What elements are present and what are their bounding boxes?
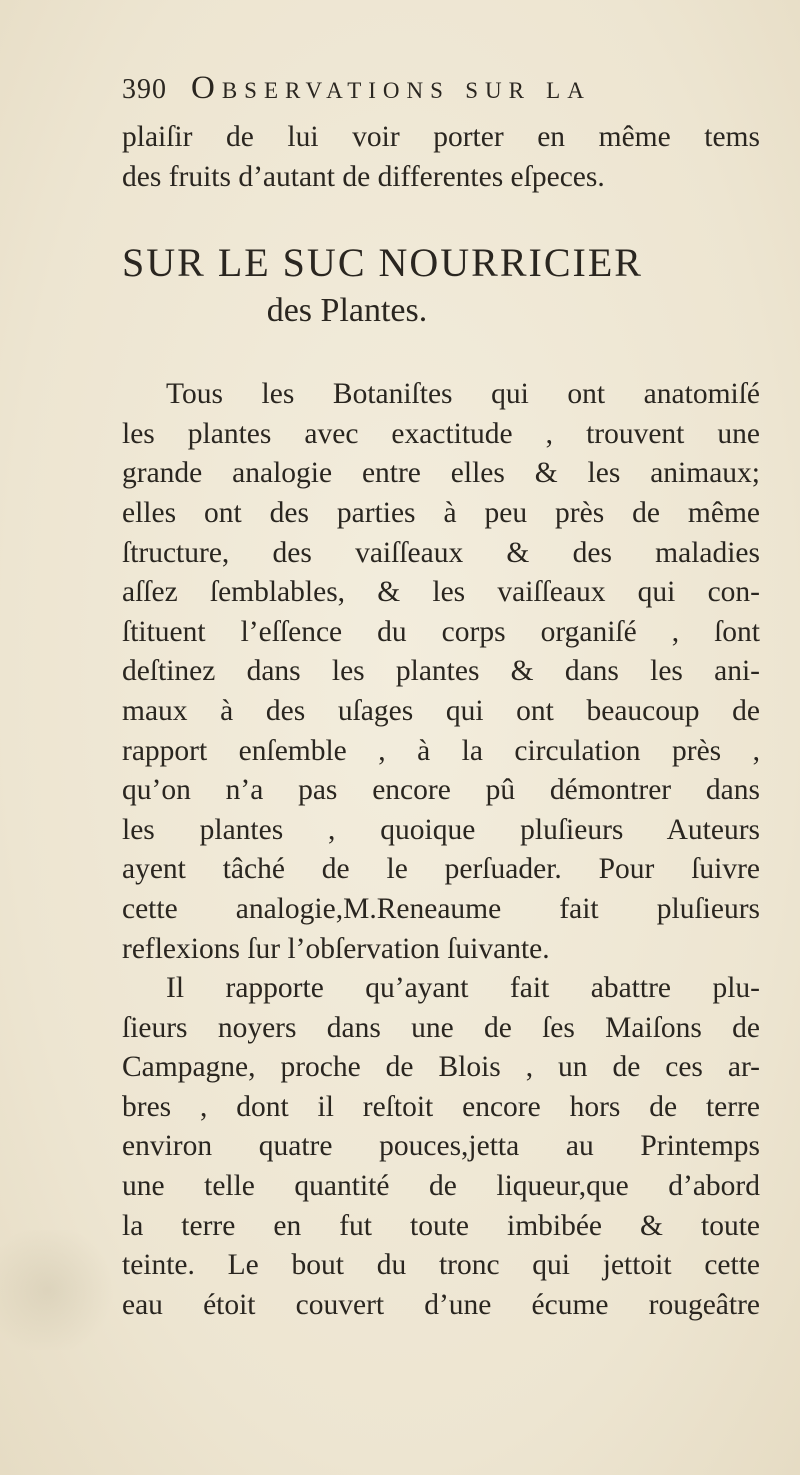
text-line: les plantes avec exactitude , trouvent une	[122, 417, 760, 450]
carry-over-text	[122, 118, 772, 197]
text-line: Tous les Botaniſtes qui ont anatomiſé	[166, 378, 760, 411]
text-line: ſtituent l’eſſence du corps organiſé , ſont	[122, 615, 760, 648]
page-content	[122, 70, 772, 1325]
text-line: ſtructure, des vaiſſeaux & des maladies	[122, 536, 760, 569]
text-line: ſieurs noyers dans une de ſes Maiſons de	[122, 1011, 760, 1044]
text-line: qu’on n’a pas encore pû démontrer dans	[122, 774, 760, 807]
text-line: les plantes , quoique pluſieurs Auteurs	[122, 813, 760, 846]
text-line: maux à des uſages qui ont beaucoup de	[122, 694, 760, 727]
text-line: bres , dont il reſtoit encore hors de terre	[122, 1090, 760, 1123]
running-head	[122, 70, 772, 118]
paragraph-2	[122, 969, 772, 1325]
text-line: reflexions ſur l’obſervation ſuivante.	[122, 932, 550, 965]
page-number: 390	[122, 74, 167, 105]
text-line: ayent tâché de le perſuader. Pour ſuivre	[122, 853, 760, 886]
paragraph-1	[122, 375, 772, 969]
running-title: Observations sur la	[191, 70, 591, 106]
text-line: teinte. Le bout du tronc qui jettoit cette	[122, 1249, 760, 1282]
section-title: SUR LE SUC NOURRICIER	[122, 240, 643, 286]
paper-stain	[0, 1230, 120, 1350]
text-line: Campagne, proche de Blois , un de ces ar-	[122, 1051, 760, 1084]
text-line: cette analogie,M.Reneaume fait pluſieurs	[122, 892, 760, 925]
text-line: Il rapporte qu’ayant fait abattre plu-	[166, 972, 760, 1005]
text-line: deſtinez dans les plantes & dans les ani-	[122, 655, 760, 688]
text-line: plaiſir de lui voir porter en même tems	[122, 121, 760, 153]
text-line: aſſez ſemblables, & les vaiſſeaux qui con-	[122, 576, 760, 609]
text-line: rapport enſemble , à la circulation près ,	[122, 734, 760, 767]
text-line: une telle quantité de liqueur,que d’abord	[122, 1170, 760, 1203]
text-line: environ quatre pouces,jetta au Printemps	[122, 1130, 760, 1163]
text-line: eau étoit couvert d’une écume rougeâtre	[122, 1288, 760, 1321]
text-line: elles ont des parties à peu près de même	[122, 496, 760, 529]
section-subtitle: des Plantes.	[266, 292, 428, 330]
text-line: des fruits d’autant de differentes eſpeces.	[122, 160, 605, 193]
text-line: la terre en fut toute imbibée & toute	[122, 1209, 760, 1242]
section-heading	[122, 239, 762, 335]
text-line: grande analogie entre elles & les animaux;	[122, 457, 760, 490]
